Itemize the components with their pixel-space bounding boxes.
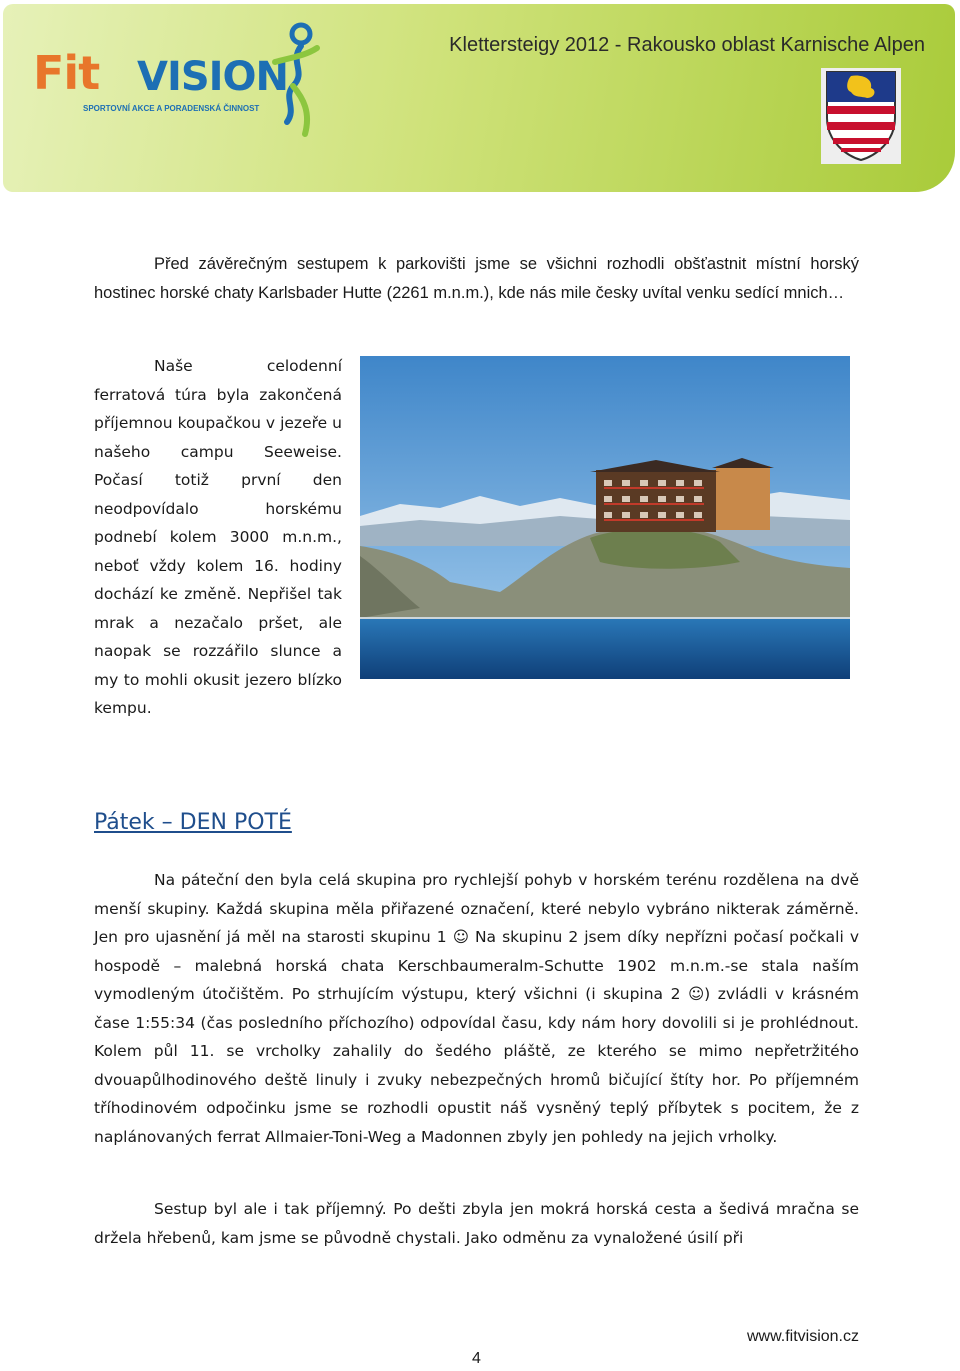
mountain-hut-photo bbox=[360, 356, 850, 679]
footer-url: www.fitvision.cz bbox=[746, 1328, 859, 1345]
paragraph-descent: Sestup byl ale i tak příjemný. Po dešti zbyla jen mokrá horská cesta a šedivá mračna se držela hřebenů, kam jsme se původně chystali. Jako odměnu za vynaložené úsilí při bbox=[94, 1200, 859, 1247]
fitvision-logo bbox=[33, 30, 323, 140]
logo-fit-text: Fit bbox=[33, 46, 100, 100]
logo-vision-text: VISION bbox=[137, 54, 289, 100]
coat-of-arms-icon bbox=[821, 68, 901, 164]
header-banner bbox=[3, 4, 955, 192]
page-number: 4 bbox=[472, 1350, 481, 1367]
section-heading: Pátek – DEN POTÉ bbox=[94, 810, 292, 835]
document-title: Klettersteigy 2012 - Rakousko oblast Karnische Alpen bbox=[449, 34, 925, 56]
paragraph-intro: Před závěrečným sestupem k parkovišti jsme se všichni rozhodli obšťastnit místní horský hostinec horské chaty Karlsbader Hutte (2261 m.n.m.), kde nás mile česky uvítal venku sedící mnich… bbox=[94, 255, 859, 302]
paragraph-lake: Naše celodenní ferratová túra byla zakončená příjemnou koupačkou v jezeře u našeho campu Seeweise. Počasí totiž první den neodpovídalo horskému podnebí kolem 3000 m.n.m., neboť vždy kolem 16. hodiny dochází ke změně. Nepřišel tak mrak a nezačalo pršet, ale naopak se rozzářilo slunce a my to mohli okusit jezero blízko kempu. bbox=[94, 357, 342, 717]
paragraph-friday: Na páteční den byla celá skupina pro rychlejší pohyb v horském terénu rozdělena na dvě menší skupiny. Každá skupina měla přiřazené označení, které nebylo vybráno nikterak záměrně. Jen pro ujasnění já měl na starosti skupinu 1 ☺ Na skupinu 2 jsem díky nepřízni počasí počkali v hospodě – malebná horská chata Kerschbaumeralm-Schutte 1902 m.n.m.-se stala naším vymodleným útočištěm. Po strhujícím výstupu, který všichni (i skupina 2 ☺) zvládli v krásném čase 1:55:34 (čas posledního příchozího) odpovídal času, kdy nám hory dovolili si je prohlédnout. Kolem půl 11. se vrcholky zahalily do šedého pláště, ze kterého se mimo nepřetržitého dvouapůlhodinového deště linuly i zvuky nebezpečných hromů bičující štíty hor. Po příjemném tříhodinovém odpočinku jsme se rozhodli opustit náš vysněný teplý příbytek s pocitem, že z naplánovaných ferrat Allmaier-Toni-Weg a Madonnen zbyly jen pohledy na jejich vrholky. bbox=[94, 871, 859, 1146]
logo-tagline: SPORTOVNÍ AKCE A PORADENSKÁ ČINNOST bbox=[83, 104, 260, 113]
running-figure-icon bbox=[261, 22, 325, 142]
